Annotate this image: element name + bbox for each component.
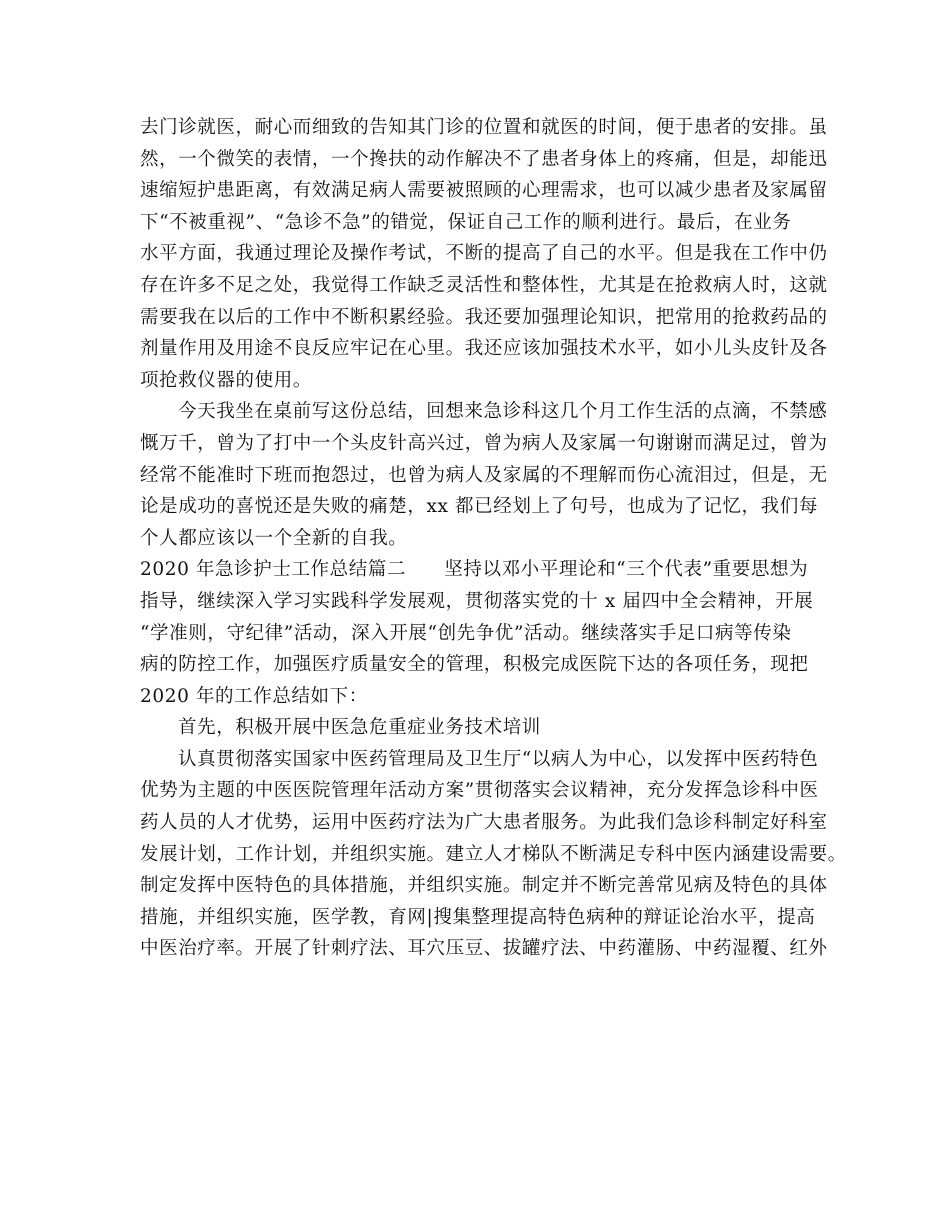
text-line: 剂量作用及用途不良反应牢记在心里。我还应该加强技术水平，如小儿头皮针及各 xyxy=(140,338,828,360)
text-line: 今天我坐在桌前写这份总结，回想来急诊科这几个月工作生活的点滴，不禁感 xyxy=(178,401,828,423)
text-line: 然，一个微笑的表情，一个搀扶的动作解决不了患者身体上的疼痛，但是，却能迅 xyxy=(140,148,828,170)
text-line: 水平方面，我通过理论及操作考试，不断的提高了自己的水平。但是我在工作中仍 xyxy=(140,243,828,265)
text-line: 措施，并组织实施，医学教，育网|搜集整理提高特色病种的辩证论治水平，提高 xyxy=(140,906,816,928)
text-line: 去门诊就医，耐心而细致的告知其门诊的位置和就医的时间，便于患者的安排。虽 xyxy=(140,117,828,138)
text-line: 需要我在以后的工作中不断积累经验。我还要加强理论知识，把常用的抢救药品的 xyxy=(140,306,828,328)
text-line: 指导，继续深入学习实践科学发展观，贯彻落实党的十 x 届四中全会精神，开展 xyxy=(140,590,814,612)
text-line: 优势为主题的中医医院管理年活动方案”贯彻落实会议精神，充分发挥急诊科中医 xyxy=(140,780,819,802)
text-line: 存在许多不足之处，我觉得工作缺乏灵活性和整体性，尤其是在抢救病人时，这就 xyxy=(140,274,828,296)
text-line: 发展计划，工作计划，并组织实施。建立人才梯队不断满足专科中医内涵建设需要。 xyxy=(140,843,847,865)
text-line: 论是成功的喜悦还是失败的痛楚，xx 都已经划上了句号，也成为了记忆，我们每 xyxy=(140,496,818,518)
text-line: 制定发挥中医特色的具体措施，并组织实施。制定并不断完善常见病及特色的具体 xyxy=(140,875,828,897)
text-line: 项抢救仪器的使用。 xyxy=(140,369,312,391)
text-line: 2020 年的工作总结如下： xyxy=(140,685,368,707)
text-line: 经常不能准时下班而抱怨过，也曾为病人及家属的不理解而伤心流泪过，但是，无 xyxy=(140,464,828,486)
text-line: 下“不被重视”、“急诊不急”的错觉，保证自己工作的顺利进行。最后，在业务 xyxy=(140,211,792,233)
text-line: 速缩短护患距离，有效满足病人需要被照顾的心理需求，也可以减少患者及家属留 xyxy=(140,180,828,202)
text-line: 慨万千，曾为了打中一个头皮针高兴过，曾为病人及家属一句谢谢而满足过，曾为 xyxy=(140,432,828,454)
text-line: 病的防控工作，加强医疗质量安全的管理，积极完成医院下达的各项任务，现把 xyxy=(140,654,809,676)
text-line: 认真贯彻落实国家中医药管理局及卫生厅“以病人为中心，以发挥中医药特色 xyxy=(178,748,819,770)
document-body xyxy=(140,112,847,965)
text-line: “学准则，守纪律”活动，深入开展“创先争优”活动。继续落实手足口病等传染 xyxy=(140,622,792,644)
text-line: 中医治疗率。开展了针刺疗法、耳穴压豆、拔罐疗法、中药灌肠、中药湿覆、红外 xyxy=(140,938,828,960)
text-line: 首先，积极开展中医急危重症业务技术培训 xyxy=(178,717,541,739)
text-line: 2020 年急诊护士工作总结篇二 坚持以邓小平理论和“三个代表”重要思想为 xyxy=(140,559,809,581)
text-line: 药人员的人才优势，运用中医药疗法为广大患者服务。为此我们急诊科制定好科室 xyxy=(140,812,828,834)
text-line: 个人都应该以一个全新的自我。 xyxy=(140,527,408,549)
